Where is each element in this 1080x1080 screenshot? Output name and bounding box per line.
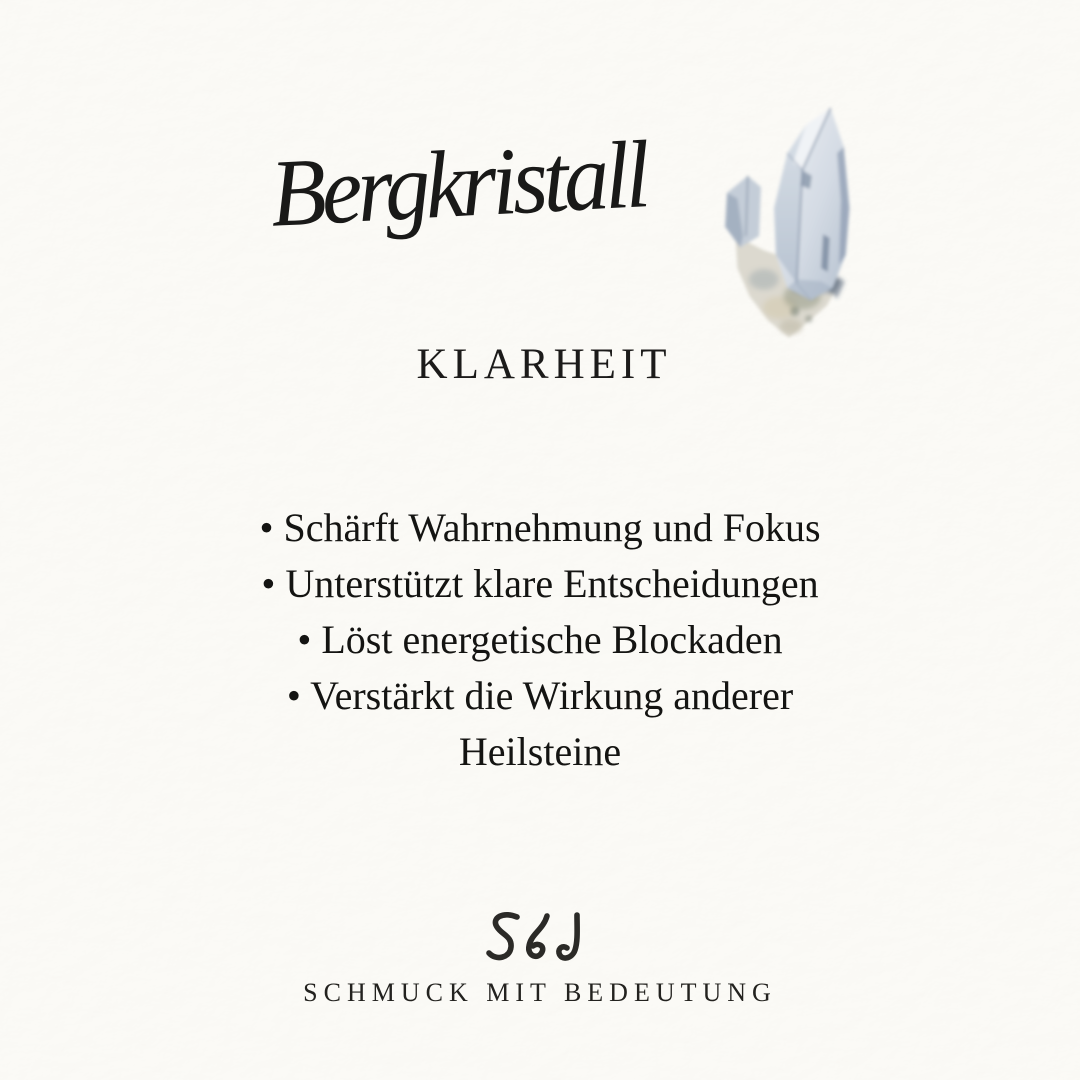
rock-crystal-illustration-icon <box>712 92 872 352</box>
page-title: Bergkristall <box>267 120 649 247</box>
benefit-line-continuation: Heilsteine <box>458 729 622 774</box>
sol-logo-monogram-icon <box>477 908 603 972</box>
brand-tagline: SCHMUCK MIT BEDEUTUNG <box>303 978 777 1007</box>
subtitle-keyword: KLARHEIT <box>416 341 672 388</box>
benefit-line: • Schärft Wahrnehmung und Fokus <box>259 505 821 550</box>
benefit-line: • Löst energetische Blockaden <box>297 617 783 662</box>
benefit-line: • Verstärkt die Wirkung anderer <box>286 673 794 718</box>
benefits-list <box>0 500 1080 780</box>
brand-footer <box>0 908 1080 1008</box>
benefit-line: • Unterstützt klare Entscheidungen <box>261 561 819 606</box>
